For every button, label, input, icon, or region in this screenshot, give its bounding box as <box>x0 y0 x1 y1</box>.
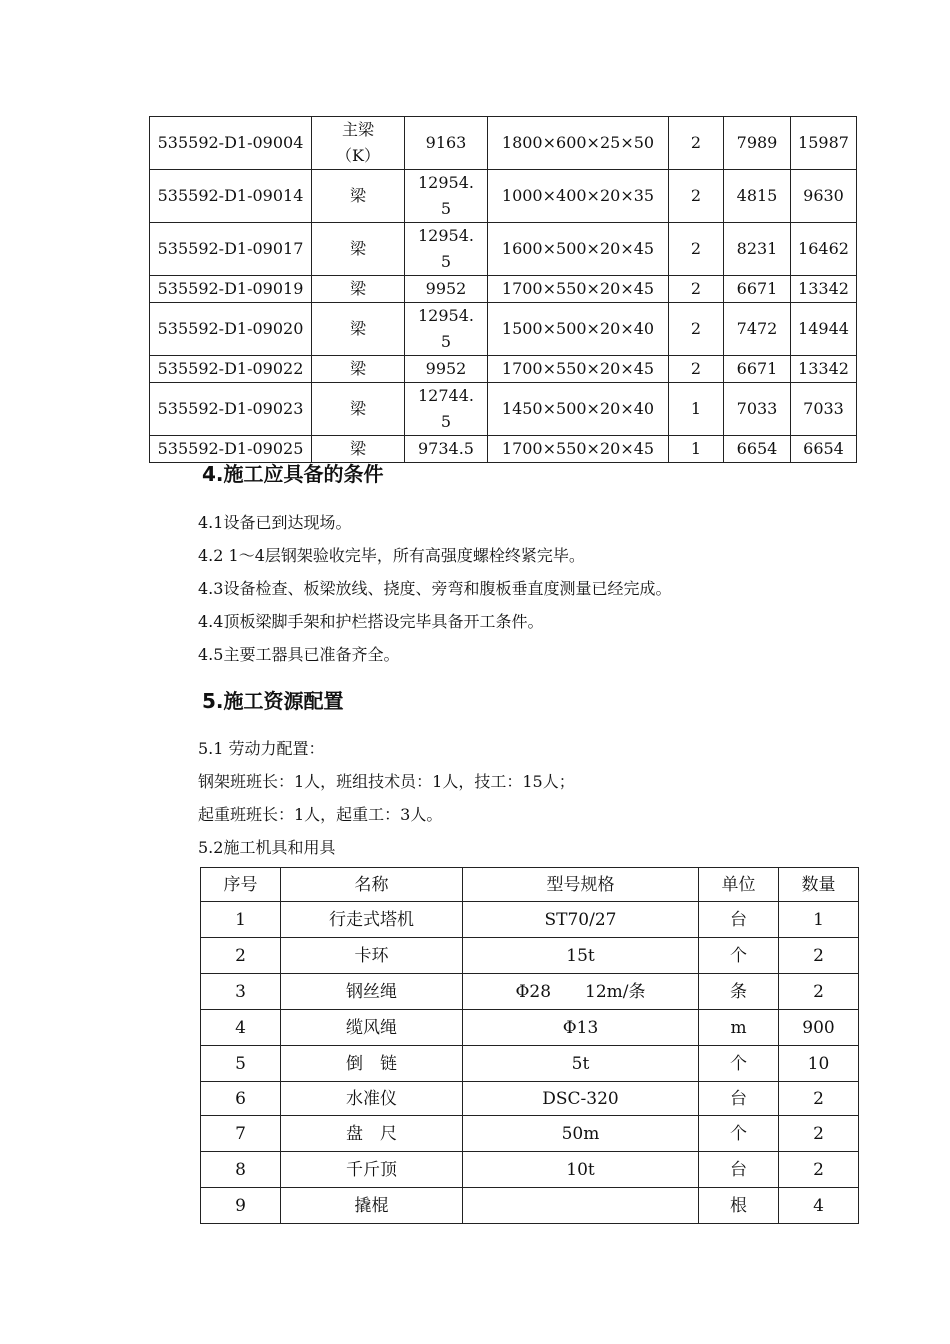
beam-table-row <box>150 117 857 170</box>
cell-name: 水准仪 <box>281 1082 463 1116</box>
tool-table-row <box>201 974 859 1010</box>
cell-qty: 2 <box>779 974 859 1010</box>
cell-no: 4 <box>201 1010 281 1046</box>
cell-unit: 台 <box>699 1082 779 1116</box>
cell-qty: 2 <box>779 1082 859 1116</box>
tool-table-header-row <box>201 868 859 902</box>
beam-table-row <box>150 436 857 463</box>
cell-name: 主梁 （K） <box>312 117 405 170</box>
cell-length: 9952 <box>405 276 488 303</box>
tool-table-row <box>201 938 859 974</box>
cell-qty: 2 <box>779 1116 859 1152</box>
cell-unit: 个 <box>699 1046 779 1082</box>
cell-model: 10t <box>463 1152 699 1188</box>
cell-no: 9 <box>201 1188 281 1224</box>
cell-total-weight: 15987 <box>791 117 857 170</box>
cell-no: 8 <box>201 1152 281 1188</box>
cell-name: 撬棍 <box>281 1188 463 1224</box>
cell-model: 15t <box>463 938 699 974</box>
cell-code: 535592-D1-09019 <box>150 276 312 303</box>
cell-no: 2 <box>201 938 281 974</box>
cell-name: 梁 <box>312 303 405 356</box>
cell-no: 3 <box>201 974 281 1010</box>
cell-total-weight: 7033 <box>791 383 857 436</box>
beam-table-row <box>150 223 857 276</box>
cell-spec: 1700×550×20×45 <box>488 276 669 303</box>
cell-code: 535592-D1-09017 <box>150 223 312 276</box>
beam-table-row <box>150 170 857 223</box>
cell-code: 535592-D1-09020 <box>150 303 312 356</box>
cell-length: 12954. 5 <box>405 303 488 356</box>
cell-unit: 台 <box>699 1152 779 1188</box>
cell-name: 钢丝绳 <box>281 974 463 1010</box>
cell-qty: 2 <box>669 117 724 170</box>
cell-name: 梁 <box>312 170 405 223</box>
cell-unit-weight: 6671 <box>724 356 791 383</box>
cell-qty: 2 <box>669 170 724 223</box>
beam-table-row <box>150 303 857 356</box>
tool-table-row <box>201 902 859 938</box>
cell-length: 9952 <box>405 356 488 383</box>
cell-name: 梁 <box>312 223 405 276</box>
cell-spec: 1800×600×25×50 <box>488 117 669 170</box>
cell-name: 卡环 <box>281 938 463 974</box>
cell-length: 12954. 5 <box>405 223 488 276</box>
cell-length: 9163 <box>405 117 488 170</box>
cell-unit-weight: 6671 <box>724 276 791 303</box>
cell-unit-weight: 7989 <box>724 117 791 170</box>
cell-spec: 1450×500×20×40 <box>488 383 669 436</box>
header-model: 型号规格 <box>463 868 699 902</box>
cell-unit: 条 <box>699 974 779 1010</box>
condition-item: 4.4顶板梁脚手架和护栏搭设完毕具备开工条件。 <box>198 612 544 631</box>
cell-qty: 2 <box>779 1152 859 1188</box>
cell-spec: 1500×500×20×40 <box>488 303 669 356</box>
cell-unit-weight: 4815 <box>724 170 791 223</box>
header-qty: 数量 <box>779 868 859 902</box>
labor-line: 钢架班班长：1人，班组技术员：1人，技工：15人； <box>198 772 575 791</box>
cell-unit: 个 <box>699 1116 779 1152</box>
cell-name: 梁 <box>312 356 405 383</box>
cell-spec: 1000×400×20×35 <box>488 170 669 223</box>
tools-title: 5.2施工机具和用具 <box>198 838 336 857</box>
cell-total-weight: 14944 <box>791 303 857 356</box>
cell-no: 6 <box>201 1082 281 1116</box>
cell-code: 535592-D1-09025 <box>150 436 312 463</box>
cell-name: 千斤顶 <box>281 1152 463 1188</box>
section-5-heading: 5.施工资源配置 <box>202 689 344 713</box>
cell-no: 1 <box>201 902 281 938</box>
cell-name: 缆风绳 <box>281 1010 463 1046</box>
cell-no: 7 <box>201 1116 281 1152</box>
cell-name: 行走式塔机 <box>281 902 463 938</box>
cell-total-weight: 6654 <box>791 436 857 463</box>
tool-table-row <box>201 1010 859 1046</box>
cell-qty: 2 <box>669 276 724 303</box>
cell-model: Φ13 <box>463 1010 699 1046</box>
cell-length: 9734.5 <box>405 436 488 463</box>
cell-length: 12744. 5 <box>405 383 488 436</box>
cell-code: 535592-D1-09023 <box>150 383 312 436</box>
header-no: 序号 <box>201 868 281 902</box>
cell-name: 倒 链 <box>281 1046 463 1082</box>
cell-name: 梁 <box>312 276 405 303</box>
beam-table-row <box>150 356 857 383</box>
cell-qty: 900 <box>779 1010 859 1046</box>
cell-qty: 4 <box>779 1188 859 1224</box>
labor-title: 5.1 劳动力配置： <box>198 739 325 758</box>
cell-qty: 1 <box>669 436 724 463</box>
condition-item: 4.5主要工器具已准备齐全。 <box>198 645 400 664</box>
cell-model: 50m <box>463 1116 699 1152</box>
cell-model: Φ28 12m/条 <box>463 974 699 1010</box>
cell-qty: 2 <box>669 223 724 276</box>
cell-qty: 2 <box>669 303 724 356</box>
tool-table-row <box>201 1082 859 1116</box>
tool-table <box>200 867 859 1224</box>
beam-table-row <box>150 276 857 303</box>
section-4-heading: 4.施工应具备的条件 <box>202 462 384 486</box>
cell-name: 梁 <box>312 383 405 436</box>
tool-table-body <box>201 902 859 1224</box>
cell-code: 535592-D1-09014 <box>150 170 312 223</box>
cell-unit: 根 <box>699 1188 779 1224</box>
tool-table-row <box>201 1152 859 1188</box>
cell-qty: 2 <box>669 356 724 383</box>
cell-spec: 1700×550×20×45 <box>488 436 669 463</box>
cell-length: 12954. 5 <box>405 170 488 223</box>
cell-name: 梁 <box>312 436 405 463</box>
cell-total-weight: 13342 <box>791 276 857 303</box>
cell-spec: 1700×550×20×45 <box>488 356 669 383</box>
cell-unit-weight: 6654 <box>724 436 791 463</box>
tool-table-row <box>201 1046 859 1082</box>
cell-total-weight: 13342 <box>791 356 857 383</box>
header-name: 名称 <box>281 868 463 902</box>
beam-table <box>149 116 857 463</box>
beam-table-row <box>150 383 857 436</box>
tool-table-row <box>201 1116 859 1152</box>
cell-name: 盘 尺 <box>281 1116 463 1152</box>
cell-model: 5t <box>463 1046 699 1082</box>
cell-unit-weight: 7472 <box>724 303 791 356</box>
labor-line: 起重班班长：1人，起重工：3人。 <box>198 805 443 824</box>
condition-item: 4.3设备检查、板梁放线、挠度、旁弯和腹板垂直度测量已经完成。 <box>198 579 672 598</box>
cell-unit: 个 <box>699 938 779 974</box>
cell-code: 535592-D1-09022 <box>150 356 312 383</box>
tool-table-row <box>201 1188 859 1224</box>
beam-table-body <box>150 117 857 463</box>
cell-unit: 台 <box>699 902 779 938</box>
condition-item: 4.1设备已到达现场。 <box>198 513 352 532</box>
cell-no: 5 <box>201 1046 281 1082</box>
cell-spec: 1600×500×20×45 <box>488 223 669 276</box>
header-unit: 单位 <box>699 868 779 902</box>
condition-item: 4.2 1～4层钢架验收完毕，所有高强度螺栓终紧完毕。 <box>198 546 585 565</box>
cell-unit-weight: 8231 <box>724 223 791 276</box>
cell-qty: 1 <box>669 383 724 436</box>
cell-model: ST70/27 <box>463 902 699 938</box>
cell-qty: 10 <box>779 1046 859 1082</box>
cell-unit-weight: 7033 <box>724 383 791 436</box>
cell-qty: 1 <box>779 902 859 938</box>
cell-qty: 2 <box>779 938 859 974</box>
cell-total-weight: 16462 <box>791 223 857 276</box>
cell-total-weight: 9630 <box>791 170 857 223</box>
cell-model: DSC-320 <box>463 1082 699 1116</box>
cell-unit: m <box>699 1010 779 1046</box>
cell-model <box>463 1188 699 1224</box>
cell-code: 535592-D1-09004 <box>150 117 312 170</box>
